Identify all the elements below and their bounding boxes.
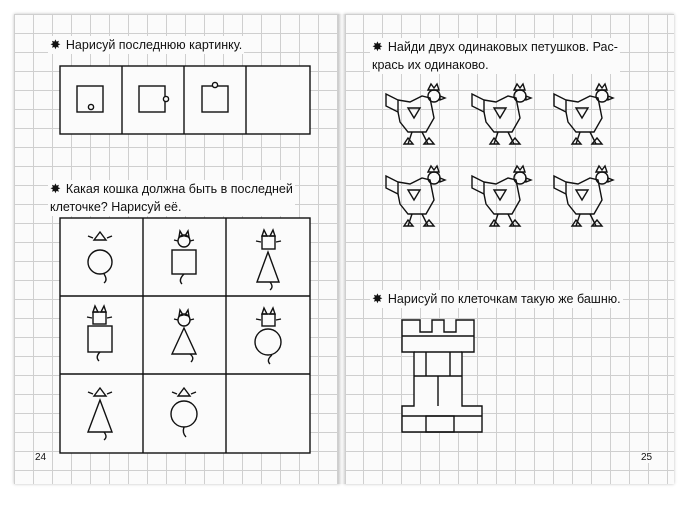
star-bullet-icon: ✸: [50, 37, 61, 52]
task-draw-tower: ✸ Нарисуй по клеточкам такую же башню.: [372, 291, 621, 306]
task-find-roosters: ✸ Найди двух одинаковых петушков. Рас- крась их одинаково.: [372, 39, 618, 72]
page-number-left: 24: [35, 452, 47, 463]
task-draw-last-picture: ✸ Нарисуй последнюю картинку.: [50, 37, 243, 52]
task-which-cat: ✸ Какая кошка должна быть в последней клеточке? Нарисуй её.: [50, 181, 293, 214]
star-bullet-icon: ✸: [50, 181, 61, 196]
star-bullet-icon: ✸: [372, 39, 383, 54]
star-bullet-icon: ✸: [372, 291, 383, 306]
page-number-right: 25: [641, 452, 653, 463]
